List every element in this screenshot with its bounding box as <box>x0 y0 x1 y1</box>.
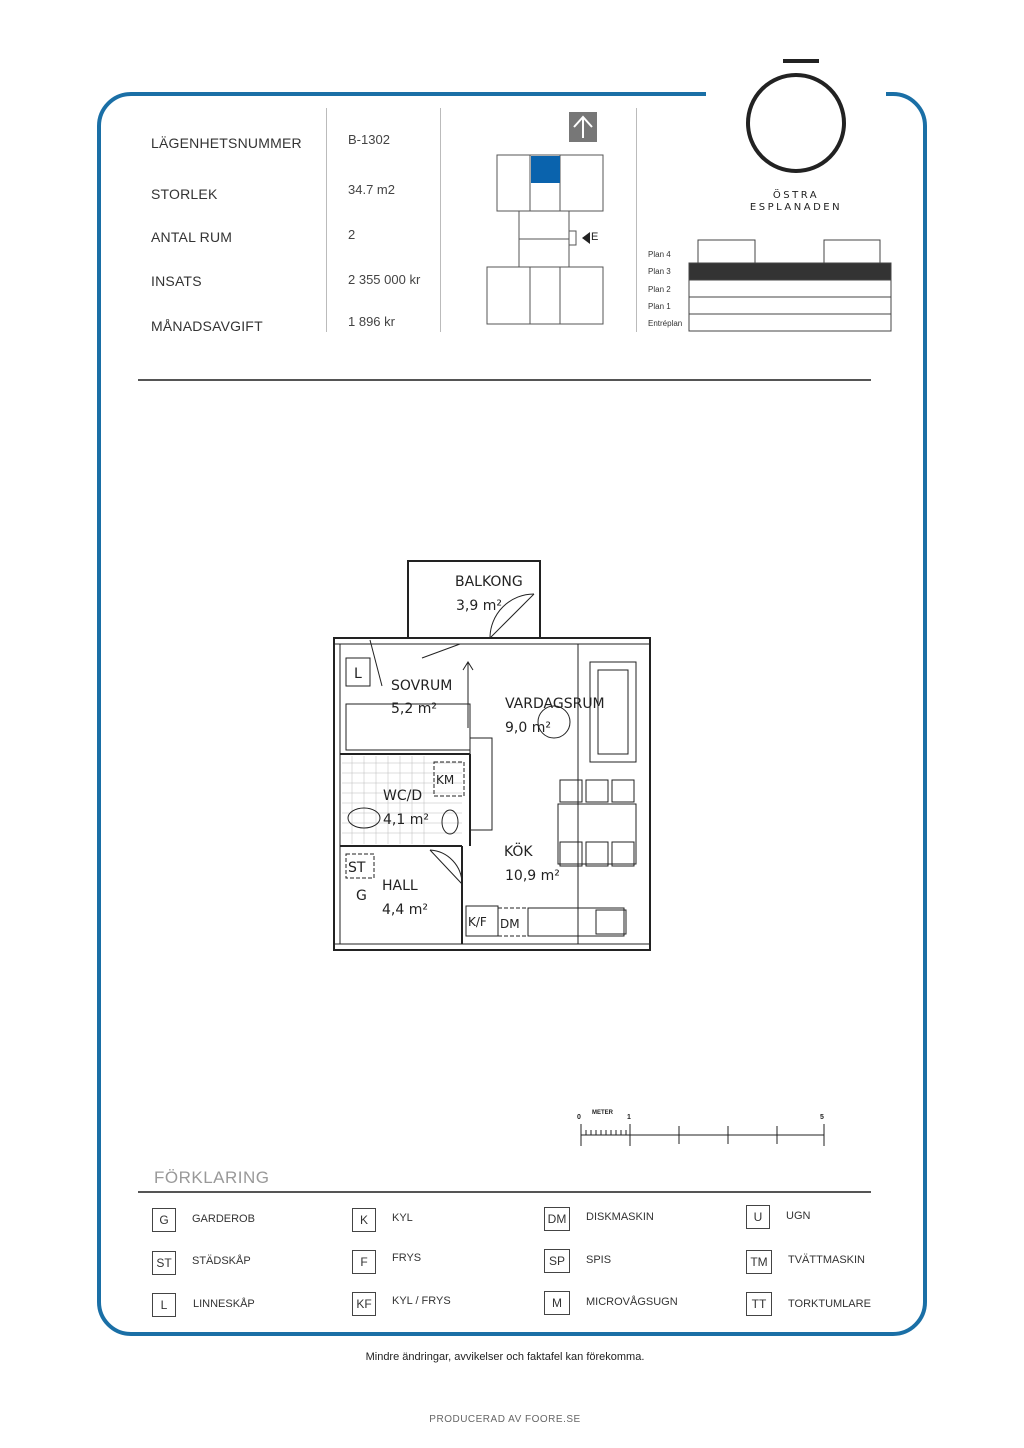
kitchen-name: KÖK <box>504 844 533 860</box>
header-rule <box>138 379 871 381</box>
mark-kf: K/F <box>468 915 487 929</box>
legend-text-tt: TORKTUMLARE <box>788 1298 871 1310</box>
rooms-label: ANTAL RUM <box>151 229 233 245</box>
apartment-highlight <box>531 156 560 183</box>
mark-st: ST <box>348 860 366 876</box>
info-divider-1 <box>326 108 327 332</box>
legend-code-sp: SP <box>544 1249 570 1273</box>
mark-l: L <box>354 666 362 682</box>
legend-text-tm: TVÄTTMASKIN <box>788 1254 866 1266</box>
monthly-fee-value: 1 896 kr <box>348 314 395 329</box>
scale-tick-0: 0 <box>577 1114 581 1121</box>
balcony-area: 3,9 m² <box>456 598 502 614</box>
balcony-name: BALKONG <box>455 574 523 590</box>
legend-text-f: FRYS <box>392 1252 422 1264</box>
legend-text-sp: SPIS <box>586 1254 612 1266</box>
legend-code-l: L <box>152 1293 176 1317</box>
monthly-fee-label: MÅNADSAVGIFT <box>151 318 263 334</box>
floor-diagram <box>644 238 894 334</box>
logo-text-line1: ÖSTRA <box>772 190 820 201</box>
size-value: 34.7 m2 <box>348 182 395 197</box>
floor-label-2: Plan 2 <box>648 285 671 294</box>
logo-mark-icon <box>738 56 854 186</box>
mark-g: G <box>356 888 367 904</box>
hall-area: 4,4 m² <box>382 902 428 918</box>
legend-code-u: U <box>746 1205 770 1229</box>
info-divider-2 <box>440 108 441 332</box>
floor-plan <box>330 558 660 958</box>
legend-text-m: MICROVÅGSUGN <box>586 1296 678 1308</box>
floor-label-1: Plan 1 <box>648 302 671 311</box>
legend-code-st: ST <box>152 1251 176 1275</box>
scale-tick-5: 5 <box>820 1114 824 1121</box>
legend-title: FÖRKLARING <box>154 1168 270 1187</box>
size-label: STORLEK <box>151 186 218 202</box>
legend-code-tt: TT <box>746 1292 772 1316</box>
legend-code-dm: DM <box>544 1207 570 1231</box>
legend-text-k: KYL <box>392 1212 413 1224</box>
apartment-number-value: B-1302 <box>348 132 390 147</box>
legend-rule <box>138 1191 871 1193</box>
floor-label-3: Plan 3 <box>648 267 671 276</box>
scale-tick-1: 1 <box>627 1114 631 1121</box>
mark-dm: DM <box>500 917 520 931</box>
logo-text-line2: ESPLANADEN <box>749 202 843 213</box>
legend-text-st: STÄDSKÅP <box>192 1255 251 1267</box>
scale-bar <box>574 1108 834 1152</box>
interior-walls <box>340 644 578 944</box>
scale-title: METER <box>592 1110 613 1116</box>
living-area: 9,0 m² <box>505 720 551 736</box>
deposit-value: 2 355 000 kr <box>348 272 421 287</box>
deposit-label: INSATS <box>151 273 202 289</box>
producer-credit: PRODUCERAD AV FOORE.SE <box>429 1414 581 1425</box>
living-name: VARDAGSRUM <box>505 696 605 712</box>
wc-area: 4,1 m² <box>383 812 429 828</box>
mark-km: KM <box>436 773 455 787</box>
legend-code-k: K <box>352 1208 376 1232</box>
bedroom-area: 5,2 m² <box>391 701 437 717</box>
floor-label-4: Plan 4 <box>648 250 671 259</box>
legend-code-g: G <box>152 1208 176 1232</box>
apartment-number-label: LÄGENHETSNUMMER <box>151 135 302 151</box>
legend-text-kf: KYL / FRYS <box>392 1295 451 1307</box>
floor-label-entre: Entréplan <box>648 319 683 328</box>
key-plan <box>484 110 614 330</box>
hall-name: HALL <box>382 878 418 894</box>
legend-text-u: UGN <box>786 1210 811 1222</box>
legend-text-g: GARDEROB <box>192 1213 255 1225</box>
legend-code-f: F <box>352 1250 376 1274</box>
rooms-value: 2 <box>348 227 356 242</box>
bedroom-name: SOVRUM <box>391 678 453 694</box>
logo <box>738 56 854 216</box>
disclaimer: Mindre ändringar, avvikelser och faktafel kan förekomma. <box>365 1351 645 1363</box>
info-divider-3 <box>636 108 637 332</box>
legend-code-tm: TM <box>746 1250 772 1274</box>
north-arrow-icon <box>569 112 597 142</box>
legend-text-dm: DISKMASKIN <box>586 1211 654 1223</box>
entrance-marker: E <box>591 231 599 243</box>
legend-code-m: M <box>544 1291 570 1315</box>
wc-name: WC/D <box>383 788 423 804</box>
kitchen-area: 10,9 m² <box>505 868 560 884</box>
legend-text-l: LINNESKÅP <box>193 1298 255 1310</box>
entrance-arrow-icon <box>582 232 590 244</box>
legend-code-kf: KF <box>352 1292 376 1316</box>
